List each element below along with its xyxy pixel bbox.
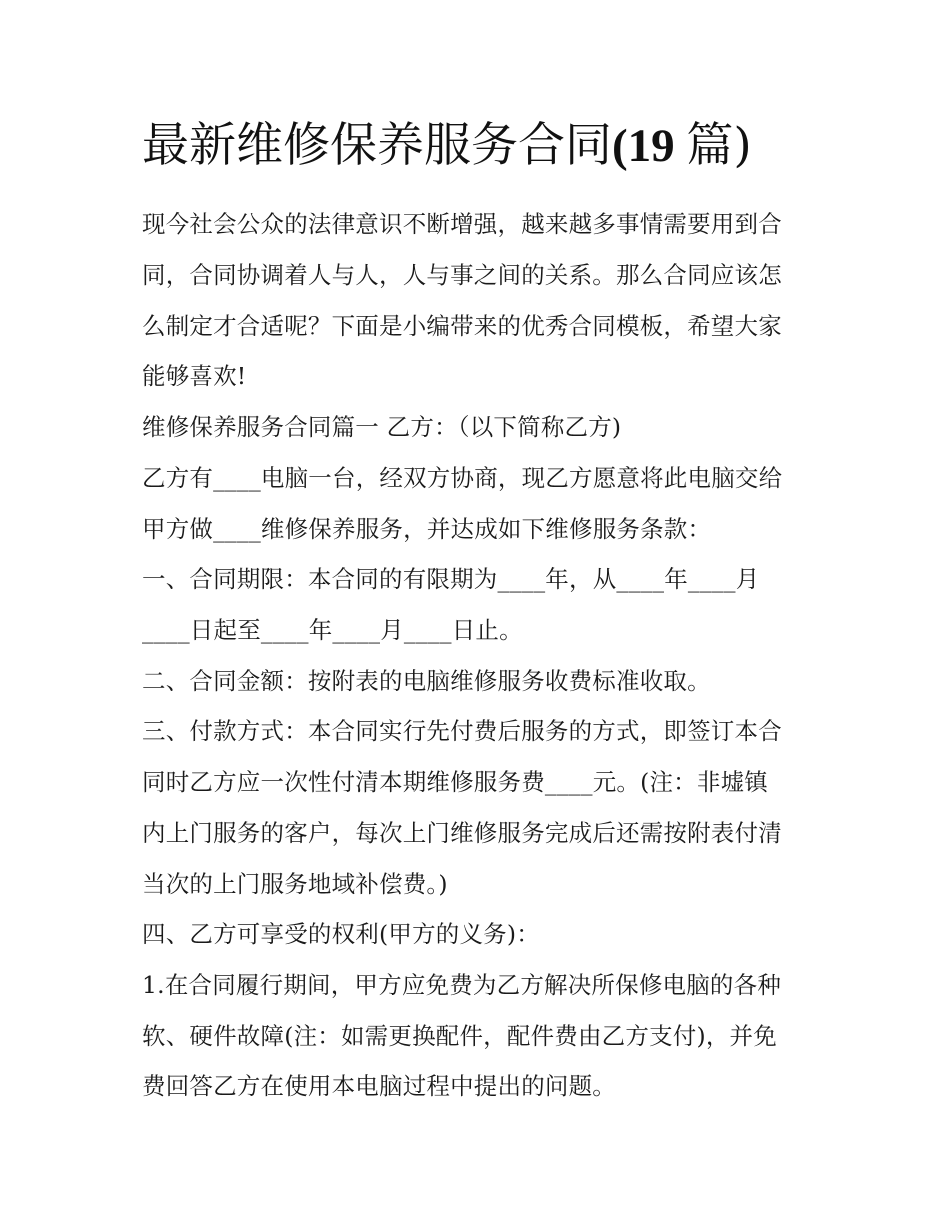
- clause-4-rights: 四、乙方可享受的权利(甲方的义务)：: [142, 920, 540, 948]
- clause-3-payment-cont-1: 同时乙方应一次性付清本期维修服务费____元。(注：非墟镇: [142, 768, 768, 796]
- clause-3-payment-cont-3: 当次的上门服务地域补偿费。): [142, 870, 448, 898]
- section-heading-part-one: 维修保养服务合同篇一 乙方：（以下简称乙方): [142, 413, 622, 441]
- body-line-3: 么制定才合适呢？下面是小编带来的优秀合同模板，希望大家: [142, 312, 782, 340]
- document-title-count: (19: [612, 120, 687, 172]
- body-line-6: 乙方有____电脑一台，经双方协商，现乙方愿意将此电脑交给: [142, 464, 783, 492]
- document-title: [142, 113, 842, 179]
- clause-1-term-cont: ____日起至____年____月____日止。: [142, 616, 523, 644]
- clause-4-item-1-cont-2: 费回答乙方在使用本电脑过程中提出的问题。: [142, 1072, 616, 1100]
- clause-2-amount: 二、合同金额：按附表的电脑维修服务收费标准收取。: [142, 667, 711, 695]
- clause-4-item-1-cont-1: 软、硬件故障(注：如需更换配件，配件费由乙方支付)，并免: [142, 1022, 777, 1050]
- body-line-1: 现今社会公众的法律意识不断增强，越来越多事情需要用到合: [142, 210, 782, 238]
- document-title-main: 最新维修保养服务合同: [142, 118, 612, 173]
- clause-3-payment-cont-2: 内上门服务的客户，每次上门维修服务完成后还需按附表付清: [142, 819, 782, 847]
- body-line-7: 甲方做____维修保养服务，并达成如下维修服务条款：: [142, 515, 712, 543]
- clause-3-payment: 三、付款方式：本合同实行先付费后服务的方式，即签订本合: [142, 717, 782, 745]
- body-line-4: 能够喜欢!: [142, 362, 247, 390]
- document-title-suffix: 篇): [686, 118, 752, 173]
- clause-4-item-1: 1.在合同履行期间，甲方应免费为乙方解决所保修电脑的各种: [142, 971, 782, 999]
- body-line-2: 同，合同协调着人与人，人与事之间的关系。那么合同应该怎: [142, 261, 782, 289]
- clause-1-term: 一、合同期限：本合同的有限期为____年，从____年____月: [142, 565, 760, 593]
